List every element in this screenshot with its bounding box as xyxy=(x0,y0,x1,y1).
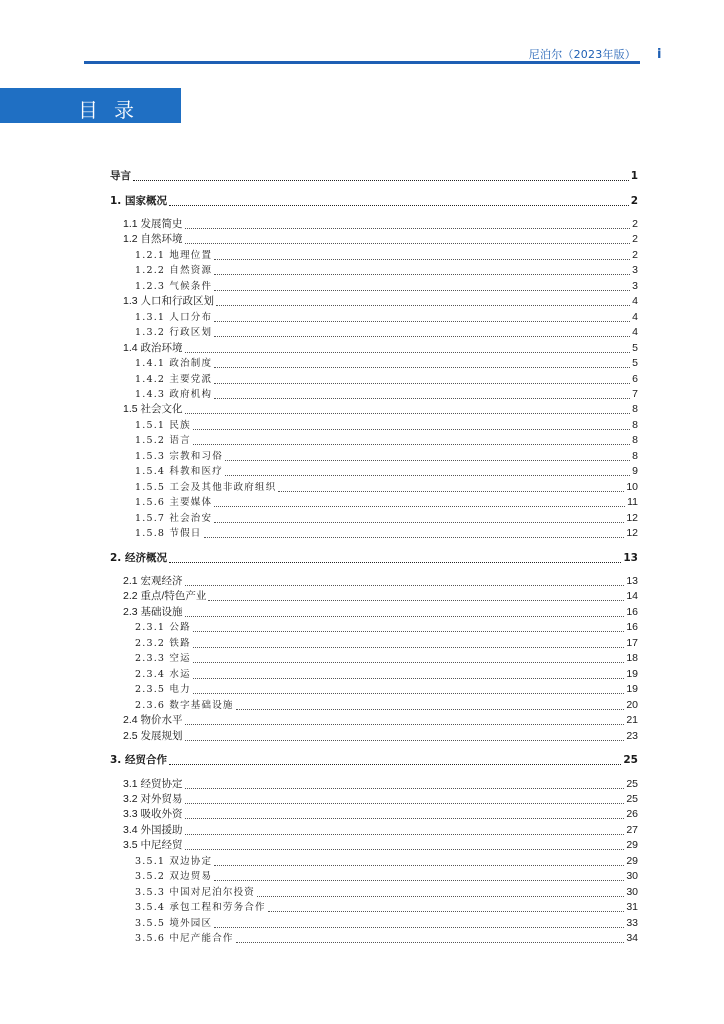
toc-entry-label: 3.5.4 承包工程和劳务合作 xyxy=(135,902,266,914)
toc-entry-page: 6 xyxy=(632,372,638,385)
toc-entry-page: 9 xyxy=(632,465,638,478)
dot-leader xyxy=(193,662,625,663)
toc-entry-page: 27 xyxy=(626,823,638,836)
toc-subsection-entry[interactable] xyxy=(110,667,638,682)
toc-section-entry[interactable] xyxy=(110,341,638,356)
dot-leader xyxy=(185,724,625,725)
toc-entry-label: 1.4.1 政治制度 xyxy=(135,358,213,370)
dot-leader xyxy=(185,352,631,353)
dot-leader xyxy=(185,228,631,229)
toc-entry-label: 3.1 经贸协定 xyxy=(123,777,183,790)
toc-entry-label: 2.3.3 空运 xyxy=(135,653,191,665)
toc-entry-page: 4 xyxy=(632,295,638,308)
dot-leader xyxy=(185,740,625,741)
toc-subsection-entry[interactable] xyxy=(110,698,638,713)
toc-section-entry[interactable] xyxy=(110,823,638,838)
toc-entry-label: 1.5.8 节假日 xyxy=(135,528,202,539)
toc-entry-page: 13 xyxy=(626,575,638,587)
toc-subsection-entry[interactable] xyxy=(110,916,638,931)
dot-leader xyxy=(214,383,630,384)
toc-entry-label: 1.5.1 民族 xyxy=(135,419,191,431)
dot-leader xyxy=(257,896,624,897)
toc-entry-label: 3.5.1 双边协定 xyxy=(135,855,213,867)
toc-entry-page: 3 xyxy=(632,264,638,277)
dot-leader xyxy=(214,522,624,523)
toc-entry-label: 1.4.2 主要党派 xyxy=(135,373,213,385)
toc-subsection-entry[interactable] xyxy=(110,449,638,464)
dot-leader xyxy=(214,290,630,291)
dot-leader xyxy=(185,243,631,244)
toc-section-entry[interactable] xyxy=(110,713,638,728)
toc-section-entry[interactable] xyxy=(110,807,638,822)
toc-entry-page: 33 xyxy=(626,916,638,929)
toc-entry-page: 30 xyxy=(626,885,638,898)
toc-entry-page: 16 xyxy=(626,605,638,618)
toc-chapter-entry[interactable] xyxy=(110,753,638,768)
toc-entry-label: 3.3 吸收外资 xyxy=(123,808,183,821)
toc-entry-page: 2 xyxy=(630,194,638,207)
toc-subsection-entry[interactable] xyxy=(110,372,638,387)
dot-leader xyxy=(193,678,625,679)
toc-entry-label: 2.3.1 公路 xyxy=(135,622,191,634)
dot-leader xyxy=(193,631,625,632)
dot-leader xyxy=(278,491,624,492)
toc-entry-page: 18 xyxy=(626,652,638,665)
dot-leader xyxy=(185,585,625,586)
dot-leader xyxy=(208,600,624,601)
toc-entry-label: 1.4.3 政府机构 xyxy=(135,388,213,400)
toc-section-entry[interactable] xyxy=(110,605,638,620)
toc-section-entry[interactable] xyxy=(110,574,638,589)
toc-entry-page: 10 xyxy=(626,480,638,493)
toc-subsection-entry[interactable] xyxy=(110,248,638,263)
dot-leader xyxy=(236,709,625,710)
dot-leader xyxy=(193,647,625,648)
toc-entry-label: 1.3 人口和行政区划 xyxy=(123,295,215,308)
toc-entry-label: 2.3.2 铁路 xyxy=(135,637,191,649)
dot-leader xyxy=(214,927,624,928)
toc-entry-label: 1.2.3 气候条件 xyxy=(135,280,213,292)
toc-subsection-entry[interactable] xyxy=(110,931,638,946)
toc-subsection-entry[interactable] xyxy=(110,511,638,526)
dot-leader xyxy=(216,305,630,306)
toc-entry-label: 1.5.3 宗教和习俗 xyxy=(135,450,223,462)
toc-section-entry[interactable] xyxy=(110,729,638,744)
toc-entry-label: 1.5.2 语言 xyxy=(135,435,191,447)
toc-entry-label: 3.2 对外贸易 xyxy=(123,792,183,805)
dot-leader xyxy=(193,444,630,445)
toc-entry-label: 2.2 重点/特色产业 xyxy=(123,590,207,603)
dot-leader xyxy=(193,429,630,430)
toc-subsection-entry[interactable] xyxy=(110,387,638,402)
dot-leader xyxy=(214,880,624,881)
toc-entry-label: 3.5.6 中尼产能合作 xyxy=(135,933,234,944)
toc-subsection-entry[interactable] xyxy=(110,325,638,340)
toc-entry-page: 19 xyxy=(626,667,638,680)
toc-chapter-entry[interactable] xyxy=(110,551,638,566)
toc-heading: 目录 xyxy=(78,98,150,122)
toc-subsection-entry[interactable] xyxy=(110,356,638,371)
toc-entry-page: 11 xyxy=(627,496,638,509)
header-rule xyxy=(84,61,640,64)
dot-leader xyxy=(185,849,625,850)
dot-leader xyxy=(185,788,625,789)
toc-entry-page: 29 xyxy=(626,839,638,852)
dot-leader xyxy=(214,506,625,507)
toc-entry-label: 2.3.4 水运 xyxy=(135,668,191,680)
toc-entry-page: 8 xyxy=(632,434,638,447)
toc-entry-label: 2.3.6 数字基础设施 xyxy=(135,699,234,711)
toc-section-entry[interactable] xyxy=(110,838,638,853)
toc-entry-page: 1 xyxy=(630,170,638,182)
toc-entry-label: 1.5 社会文化 xyxy=(123,403,183,416)
toc-entry-label: 1.2.1 地理位置 xyxy=(135,249,213,261)
dot-leader xyxy=(185,803,625,804)
toc-entry-page: 17 xyxy=(626,636,638,649)
toc-subsection-entry[interactable] xyxy=(110,636,638,651)
toc-entry-label: 1.2 自然环境 xyxy=(123,233,183,246)
toc-entry-page: 7 xyxy=(632,387,638,400)
toc-entry-label: 2.3 基础设施 xyxy=(123,605,183,618)
dot-leader xyxy=(214,259,630,260)
dot-leader xyxy=(204,537,625,538)
toc-subsection-entry[interactable] xyxy=(110,854,638,869)
toc-entry-label: 1.3.1 人口分布 xyxy=(135,311,213,323)
toc-entry-label: 3. 经贸合作 xyxy=(110,754,167,766)
toc-entry-label: 2.5 发展规划 xyxy=(123,729,183,742)
toc-entry-page: 19 xyxy=(626,683,638,696)
dot-leader xyxy=(169,205,629,206)
toc-section-entry[interactable] xyxy=(110,294,638,309)
toc-section-entry[interactable] xyxy=(110,589,638,604)
toc-entry-page: 13 xyxy=(623,551,638,564)
dot-leader xyxy=(214,865,624,866)
toc-entry-label: 1.2.2 自然资源 xyxy=(135,265,213,277)
dot-leader xyxy=(169,764,621,765)
toc-entry-label: 1.3.2 行政区划 xyxy=(135,327,213,339)
toc-entry-label: 1. 国家概况 xyxy=(110,194,167,207)
toc-entry-page: 3 xyxy=(632,279,638,292)
toc-entry-page: 12 xyxy=(626,511,638,524)
toc-entry-label: 导言 xyxy=(110,170,131,182)
toc-entry-page: 5 xyxy=(632,341,638,354)
page-number: i xyxy=(657,47,662,62)
dot-leader xyxy=(225,460,630,461)
toc-subsection-entry[interactable] xyxy=(110,495,638,510)
dot-leader xyxy=(225,475,630,476)
toc-section-entry[interactable] xyxy=(110,792,638,807)
toc-entry-label: 2.3.5 电力 xyxy=(135,684,191,696)
toc-entry-label: 3.5.3 中国对尼泊尔投资 xyxy=(135,886,255,898)
toc-entry-page: 34 xyxy=(626,932,638,944)
toc-section-entry[interactable] xyxy=(110,217,638,232)
toc-subsection-entry[interactable] xyxy=(110,263,638,278)
toc-subsection-entry[interactable] xyxy=(110,464,638,479)
toc-entry-label: 3.5.5 境外园区 xyxy=(135,917,213,929)
toc-entry-page: 23 xyxy=(626,729,638,742)
dot-leader xyxy=(185,834,625,835)
toc-entry-page: 2 xyxy=(632,248,638,261)
toc-entry-page: 4 xyxy=(632,310,638,323)
dot-leader xyxy=(169,562,621,563)
toc-entry-label: 3.4 外国援助 xyxy=(123,823,183,836)
dot-leader xyxy=(193,693,625,694)
toc-subsection-entry[interactable] xyxy=(110,310,638,325)
toc-entry-label: 1.4 政治环境 xyxy=(123,341,183,354)
toc-subsection-entry[interactable] xyxy=(110,651,638,666)
toc-entry-label: 1.5.7 社会治安 xyxy=(135,512,213,524)
toc-chapter-entry[interactable] xyxy=(110,194,638,209)
toc-subsection-entry[interactable] xyxy=(110,620,638,635)
toc-entry-page: 26 xyxy=(626,808,638,821)
dot-leader xyxy=(214,367,630,368)
toc-entry-page: 29 xyxy=(626,854,638,867)
toc-entry-label: 1.5.5 工会及其他非政府组织 xyxy=(135,481,277,493)
document-title: 尼泊尔（2023年版） xyxy=(528,48,636,61)
toc-entry-label: 1.1 发展简史 xyxy=(123,218,183,230)
dot-leader xyxy=(236,942,625,943)
toc-subsection-entry[interactable] xyxy=(110,433,638,448)
toc-entry-page: 21 xyxy=(626,714,638,727)
toc-entry-page: 12 xyxy=(626,527,638,539)
toc-entry-label: 2.1 宏观经济 xyxy=(123,575,183,587)
dot-leader xyxy=(214,336,630,337)
toc-entry-page: 20 xyxy=(626,698,638,711)
toc-entry-page: 14 xyxy=(626,590,638,603)
toc-entry-page: 2 xyxy=(632,218,638,230)
toc-subsection-entry[interactable] xyxy=(110,900,638,915)
toc-section-entry[interactable] xyxy=(110,402,638,417)
toc-entry-page: 25 xyxy=(626,777,638,790)
toc-subsection-entry[interactable] xyxy=(110,869,638,884)
dot-leader xyxy=(268,911,625,912)
toc-subsection-entry[interactable] xyxy=(110,279,638,294)
toc-entry-page: 25 xyxy=(626,792,638,805)
toc-subsection-entry[interactable] xyxy=(110,480,638,495)
dot-leader xyxy=(185,818,625,819)
toc-section-entry[interactable] xyxy=(110,232,638,247)
dot-leader xyxy=(214,321,630,322)
toc-entry-page: 25 xyxy=(623,754,638,766)
toc-entry-page: 4 xyxy=(632,326,638,339)
dot-leader xyxy=(185,616,625,617)
toc-chapter-entry[interactable] xyxy=(110,169,638,184)
dot-leader xyxy=(185,413,631,414)
toc-subsection-entry[interactable] xyxy=(110,418,638,433)
toc-subsection-entry[interactable] xyxy=(110,526,638,541)
toc-entry-label: 1.5.4 科教和医疗 xyxy=(135,466,223,478)
toc-entry-page: 30 xyxy=(626,870,638,883)
toc-entry-label: 2.4 物价水平 xyxy=(123,714,183,727)
dot-leader xyxy=(214,274,630,275)
toc-subsection-entry[interactable] xyxy=(110,682,638,697)
toc-entry-label: 1.5.6 主要媒体 xyxy=(135,497,213,509)
toc-entry-label: 3.5 中尼经贸 xyxy=(123,839,183,852)
toc-section-entry[interactable] xyxy=(110,777,638,792)
dot-leader xyxy=(133,180,629,181)
toc-entry-page: 8 xyxy=(632,449,638,462)
toc-entry-page: 2 xyxy=(632,233,638,246)
dot-leader xyxy=(214,398,630,399)
toc-entry-page: 8 xyxy=(632,403,638,416)
toc-entry-label: 3.5.2 双边贸易 xyxy=(135,871,213,883)
toc-entry-label: 2. 经济概况 xyxy=(110,551,167,564)
toc-entry-page: 31 xyxy=(626,901,638,914)
toc-entry-page: 8 xyxy=(632,418,638,431)
toc-entry-page: 5 xyxy=(632,357,638,370)
toc-entry-page: 16 xyxy=(626,621,638,634)
toc-subsection-entry[interactable] xyxy=(110,885,638,900)
